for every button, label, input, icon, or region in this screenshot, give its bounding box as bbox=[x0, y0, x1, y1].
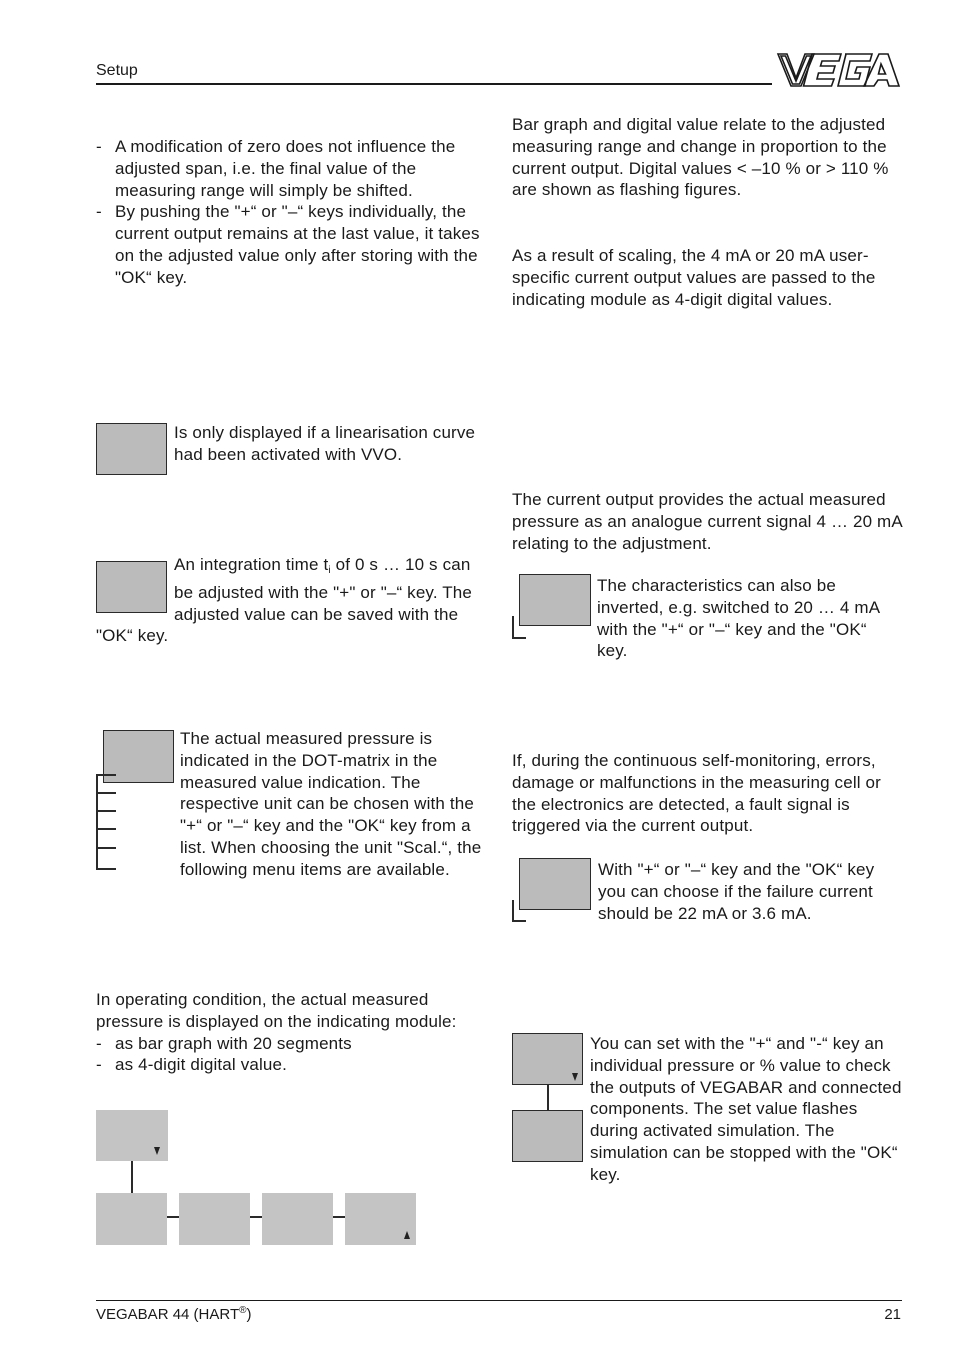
current-output-text: The current output provides the actual measured pressure as an analogue current signal 4 … 20 mA relating to the adjustment. bbox=[512, 490, 902, 553]
arrow-up-icon bbox=[404, 1231, 410, 1239]
tree-branch bbox=[96, 810, 116, 812]
zero-notes bbox=[96, 136, 488, 289]
tree-branch bbox=[96, 792, 116, 794]
operating-item: - as 4-digit digital value. bbox=[96, 1055, 287, 1075]
diagram-connector bbox=[333, 1216, 345, 1218]
characteristics-text: The characteristics can also be inverted, e.g. switched to 20 … 4 mA with the "+“ or "–“ key and the "OK“ key. bbox=[597, 576, 880, 661]
menu-box-linearisation bbox=[96, 423, 167, 475]
tree-branch bbox=[96, 774, 116, 776]
unit-text: The actual measured pressure is indicated in the DOT-matrix in the measured value indication. The respective unit can be chosen with the "+“ or "–“ key and the "OK“ key from a list. When choosing the unit "Scal.“, the following menu items are available. bbox=[180, 729, 482, 879]
tree-branch bbox=[96, 868, 116, 870]
note-item: - A modification of zero does not influence the adjusted span, i.e. the final value of the measuring range will simply be shifted. bbox=[96, 137, 456, 200]
operating-item: - as bar graph with 20 segments bbox=[96, 1033, 352, 1053]
diagram-connector bbox=[167, 1216, 179, 1218]
header-rule bbox=[96, 83, 772, 85]
tree-branch bbox=[512, 920, 526, 922]
menu-box-simulation-value bbox=[512, 1110, 583, 1162]
tree-branch bbox=[96, 828, 116, 830]
arrow-down-icon bbox=[572, 1073, 578, 1081]
operating-text: In operating condition, the actual measured pressure is displayed on the indicating module: - as bar graph with 20 segments - as 4-digit digital value. bbox=[96, 989, 486, 1076]
section-title: Setup bbox=[96, 62, 138, 79]
tree-line bbox=[96, 774, 98, 869]
linearisation-text: Is only displayed if a linearisation curve had been activated with VVO. bbox=[174, 423, 476, 464]
diagram-connector bbox=[547, 1085, 549, 1111]
tree-branch bbox=[96, 847, 116, 849]
diagram-connector bbox=[131, 1161, 133, 1193]
tree-line bbox=[512, 900, 514, 921]
page-number: 21 bbox=[884, 1306, 901, 1323]
failure-text: With "+“ or "–“ key and the "OK“ key you can choose if the failure current should be 22 mA or 3.6 mA. bbox=[598, 860, 875, 923]
diagram-connector bbox=[250, 1216, 262, 1218]
tree-branch bbox=[512, 637, 526, 639]
bar-graph-text: Bar graph and digital value relate to the adjusted measuring range and change in proportion to the current output. Digital values < –10 % or > 110 % are shown as flashing figures. bbox=[512, 115, 889, 200]
simulation-text: You can set with the "+“ and "-“ key an individual pressure or % value to check the outputs of VEGABAR and connected components. The set value flashes during activated simulation. The simulation can be stopped with the "OK“ key. bbox=[590, 1034, 902, 1184]
menu-box-failure bbox=[519, 858, 591, 910]
footer-product: VEGABAR 44 (HART®) bbox=[96, 1305, 252, 1323]
menu-box-characteristics bbox=[519, 574, 591, 626]
note-item: - By pushing the "+“ or "–“ keys individually, the current output remains at the last value, it takes on the adjusted value only after storing with the "OK“ key. bbox=[96, 202, 480, 287]
integration-text: An integration time $t_i$ of 0 s … 10 s can be adjusted with the "+" or "–“ key. The adjusted value can be saved with the "OK“ key. bbox=[96, 555, 472, 646]
menu-box-option bbox=[179, 1193, 250, 1245]
tree-line bbox=[512, 616, 514, 638]
footer-rule bbox=[96, 1300, 902, 1301]
scaling-text: As a result of scaling, the 4 mA or 20 mA user-specific current output values are passed to the indicating module as 4-digit digital values. bbox=[512, 246, 876, 309]
menu-box-option bbox=[96, 1193, 167, 1245]
self-monitoring-text: If, during the continuous self-monitoring, errors, damage or malfunctions in the measuring cell or the electronics are detected, a fault signal is triggered via the current output. bbox=[512, 751, 881, 836]
arrow-down-icon bbox=[154, 1147, 160, 1155]
vega-logo bbox=[775, 50, 903, 90]
menu-box-option bbox=[262, 1193, 333, 1245]
